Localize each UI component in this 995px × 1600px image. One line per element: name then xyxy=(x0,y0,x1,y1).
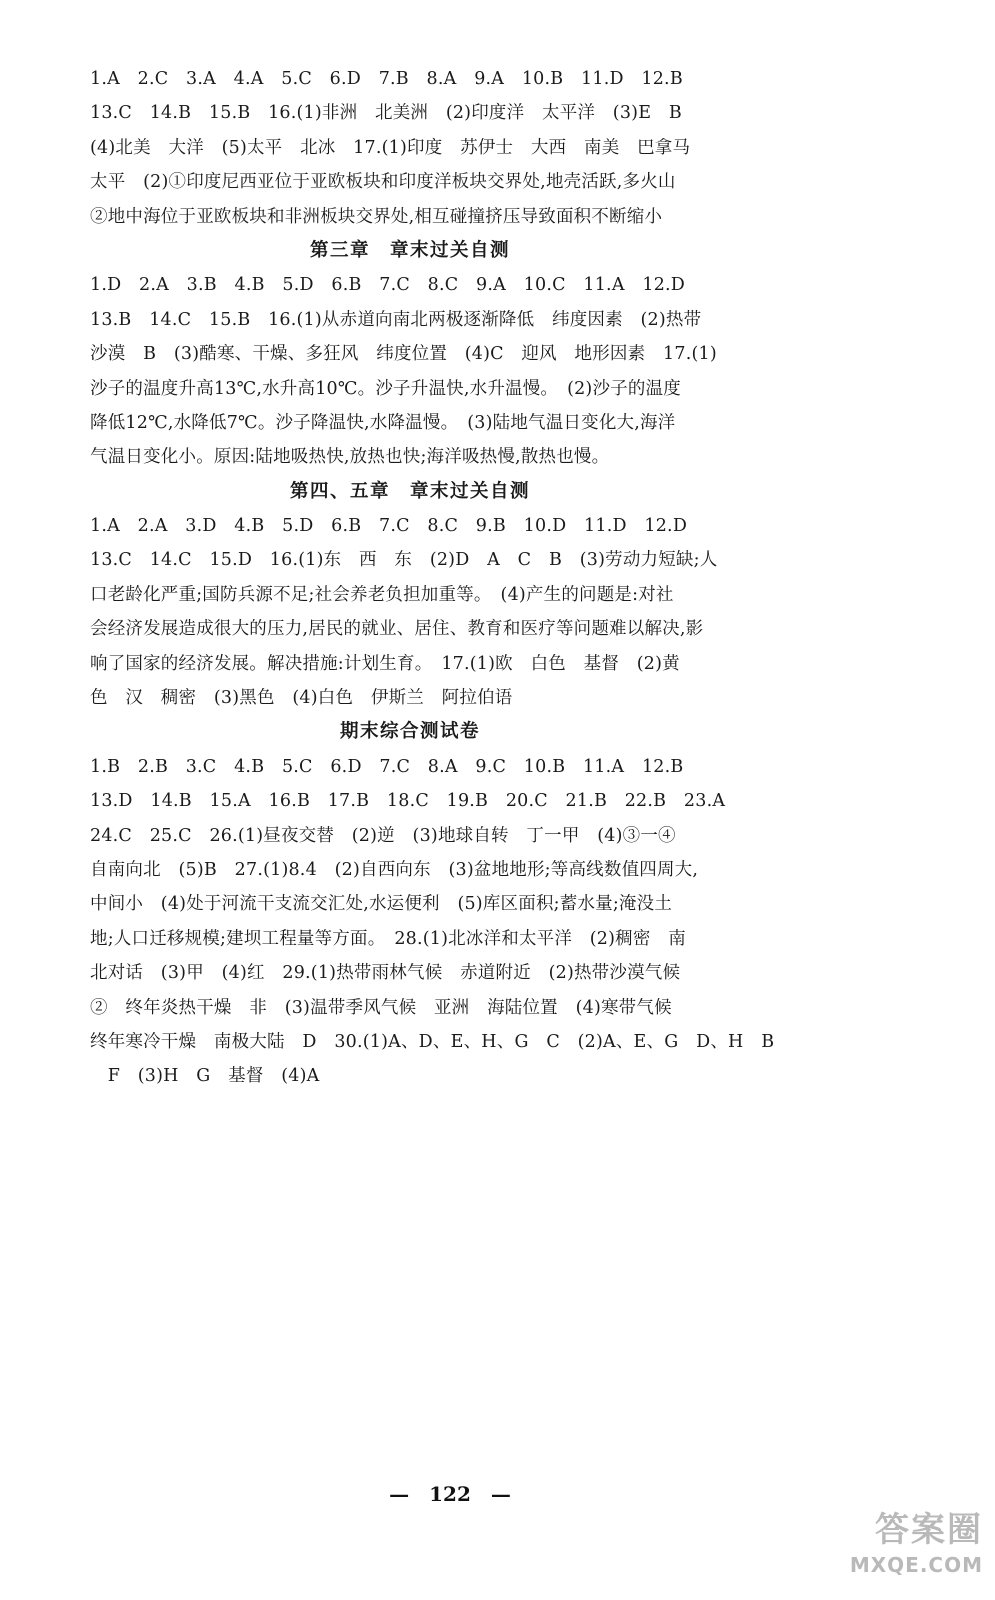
section-intro xyxy=(90,62,730,234)
text-line: 1.B 2.B 3.C 4.B 5.C 6.D 7.C 8.A 9.C 10.B 11.A 12.B xyxy=(90,756,684,777)
text-line: 沙子的温度升高13℃,水升高10℃。沙子升温快,水升温慢。 (2)沙子的温度 xyxy=(90,378,681,399)
text-line: 自南向北 (5)B 27.(1)8.4 (2)自西向东 (3)盆地地形;等高线数值四周大, xyxy=(90,859,699,880)
text-line: 地;人口迁移规模;建坝工程量等方面。 28.(1)北冰洋和太平洋 (2)稠密 南 xyxy=(90,928,686,949)
text-line: 会经济发展造成很大的压力,居民的就业、居住、教育和医疗等问题难以解决,影 xyxy=(90,619,704,640)
watermark-text: 答案圈 xyxy=(875,1510,983,1550)
text-line: F (3)H G 基督 (4)A xyxy=(90,1066,320,1087)
text-line: 13.B 14.C 15.B 16.(1)从赤道向南北两极逐渐降低 纬度因素 (2)热带 xyxy=(90,309,702,330)
text-line: 降低12℃,水降低7℃。沙子降温快,水降温慢。 (3)陆地气温日变化大,海洋 xyxy=(90,412,676,433)
text-line: 13.C 14.B 15.B 16.(1)非洲 北美洲 (2)印度洋 太平洋 (3)E B xyxy=(90,103,682,124)
section-heading: 期末综合测试卷 xyxy=(339,721,480,743)
section-final-exam xyxy=(90,715,775,1093)
text-line: 24.C 25.C 26.(1)昼夜交替 (2)逆 (3)地球自转 丁一甲 (4)③一④ xyxy=(90,825,676,846)
text-line: 1.D 2.A 3.B 4.B 5.D 6.B 7.C 8.C 9.A 10.C 11.A 12.D xyxy=(90,275,686,296)
answer-page xyxy=(90,62,775,1094)
watermark-url: MXQE.COM xyxy=(849,1553,983,1577)
text-line: 13.D 14.B 15.A 16.B 17.B 18.C 19.B 20.C 21.B 22.B 23.A xyxy=(90,791,726,812)
text-line: (4)北美 大洋 (5)太平 北冰 17.(1)印度 苏伊士 大西 南美 巴拿马 xyxy=(90,137,691,158)
section-chapter-3 xyxy=(90,234,730,475)
section-heading: 第四、五章 章末过关自测 xyxy=(289,480,530,502)
text-line: 色 汉 稠密 (3)黑色 (4)白色 伊斯兰 阿拉伯语 xyxy=(90,688,513,709)
text-line: 太平 (2)①印度尼西亚位于亚欧板块和印度洋板块交界处,地壳活跃,多火山 xyxy=(90,172,676,193)
text-line: 沙漠 B (3)酷寒、干燥、多狂风 纬度位置 (4)C 迎风 地形因素 17.(1) xyxy=(90,344,717,365)
text-line: 中间小 (4)处于河流干支流交汇处,水运便利 (5)库区面积;蓄水量;淹没土 xyxy=(90,894,673,915)
text-line: ② 终年炎热干燥 非 (3)温带季风气候 亚洲 海陆位置 (4)寒带气候 xyxy=(90,997,672,1018)
text-line: 气温日变化小。原因:陆地吸热快,放热也快;海洋吸热慢,散热也慢。 xyxy=(90,447,610,468)
section-chapter-4-5 xyxy=(90,475,730,716)
page-number: — 122 — xyxy=(389,1482,511,1506)
text-line: 终年寒冷干燥 南极大陆 D 30.(1)A、D、E、H、G C (2)A、E、G D、H B xyxy=(90,1031,775,1052)
text-line: 1.A 2.A 3.D 4.B 5.D 6.B 7.C 8.C 9.B 10.D 11.D 12.D xyxy=(90,516,688,537)
text-line: 1.A 2.C 3.A 4.A 5.C 6.D 7.B 8.A 9.A 10.B 11.D 12.B xyxy=(90,69,683,89)
text-line: 响了国家的经济发展。解决措施:计划生育。 17.(1)欧 白色 基督 (2)黄 xyxy=(90,653,680,674)
section-heading: 第三章 章末过关自测 xyxy=(309,239,510,261)
text-line: 13.C 14.C 15.D 16.(1)东 西 东 (2)D A C B (3)劳动力短缺;人 xyxy=(90,550,718,571)
text-line: 口老龄化严重;国防兵源不足;社会养老负担加重等。 (4)产生的问题是:对社 xyxy=(90,584,674,605)
watermark-logo xyxy=(823,1508,983,1590)
text-line: ②地中海位于亚欧板块和非洲板块交界处,相互碰撞挤压导致面积不断缩小 xyxy=(90,206,663,227)
text-line: 北对话 (3)甲 (4)红 29.(1)热带雨林气候 赤道附近 (2)热带沙漠气候 xyxy=(90,963,681,984)
